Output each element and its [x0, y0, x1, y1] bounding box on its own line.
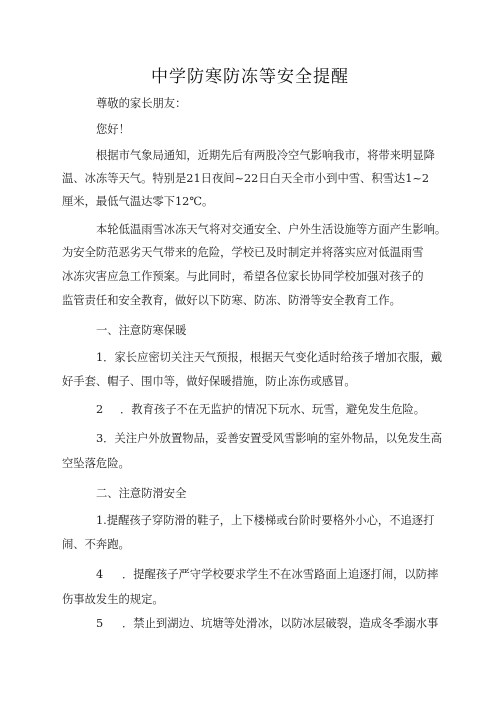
paragraph-2-line-1: 本轮低温雨雪冰冻天气将对交通安全、户外生活设施等方面产生影响。	[96, 223, 447, 236]
item-4-line-1: 1.提醒孩子穿防滑的鞋子，上下楼梯或台阶时要格外小心，不追逐打	[96, 514, 435, 527]
item-6-number: 5	[96, 617, 104, 630]
section-heading-1: 一、注意防寒保暖	[96, 324, 187, 337]
item-2-number: 2	[96, 403, 104, 416]
item-5-line-2: 伤事故发生的规定。	[62, 593, 164, 606]
item-4-line-2: 闹、不奔跑。	[62, 538, 130, 551]
paragraph-1-line-1: 根据市气象局通知，近期先后有两股冷空气影响我市，将带来明显降	[96, 149, 435, 162]
item-5-number: 4	[96, 568, 104, 581]
document-title: 中学防寒防冻等安全提醒	[151, 67, 349, 87]
item-3-line-2: 空坠落危险。	[62, 457, 130, 470]
item-1-line-2: 好手套、帽子、围巾等，做好保暖措施，防止冻伤或感冒。	[62, 375, 356, 388]
paragraph-1-line-2: 温、冰冻等天气。特别是21日夜间~22日白天全市小到中雪、积雪达1~2	[62, 172, 430, 185]
paragraph-2-line-2: 为安全防范恶劣天气带来的危险，学校已及时制定并将落实应对低温雨雪	[62, 246, 424, 259]
item-6-text: ．禁止到湖边、坑塘等处滑冰，以防冰层破裂，造成冬季溺水事	[122, 617, 439, 630]
paragraph-1-line-3: 厘米，最低气温达零下12℃。	[62, 195, 214, 208]
item-1-line-1: 1．家长应密切关注天气预报，根据天气变化适时给孩子增加衣服，戴	[96, 351, 443, 364]
paragraph-2-line-4: 监管责任和安全教育，做好以下防寒、防冻、防滑等安全教育工作。	[62, 294, 401, 307]
item-5-text: ．提醒孩子严守学校要求学生不在冰雪路面上追逐打闹，以防摔	[122, 568, 439, 581]
greeting: 尊敬的家长朋友：	[96, 97, 187, 110]
salutation: 您好！	[96, 123, 130, 136]
section-heading-2: 二、注意防滑安全	[96, 487, 187, 500]
paragraph-2-line-3: 冰冻灾害应急工作预案。与此同时，希望各位家长协同学校加强对孩子的	[62, 270, 424, 283]
item-2-text: ．教育孩子不在无监护的情况下玩水、玩雪，避免发生危险。	[120, 403, 426, 416]
item-3-line-1: 3．关注户外放置物品，妥善安置受风雪影响的室外物品，以免发生高	[96, 432, 443, 445]
